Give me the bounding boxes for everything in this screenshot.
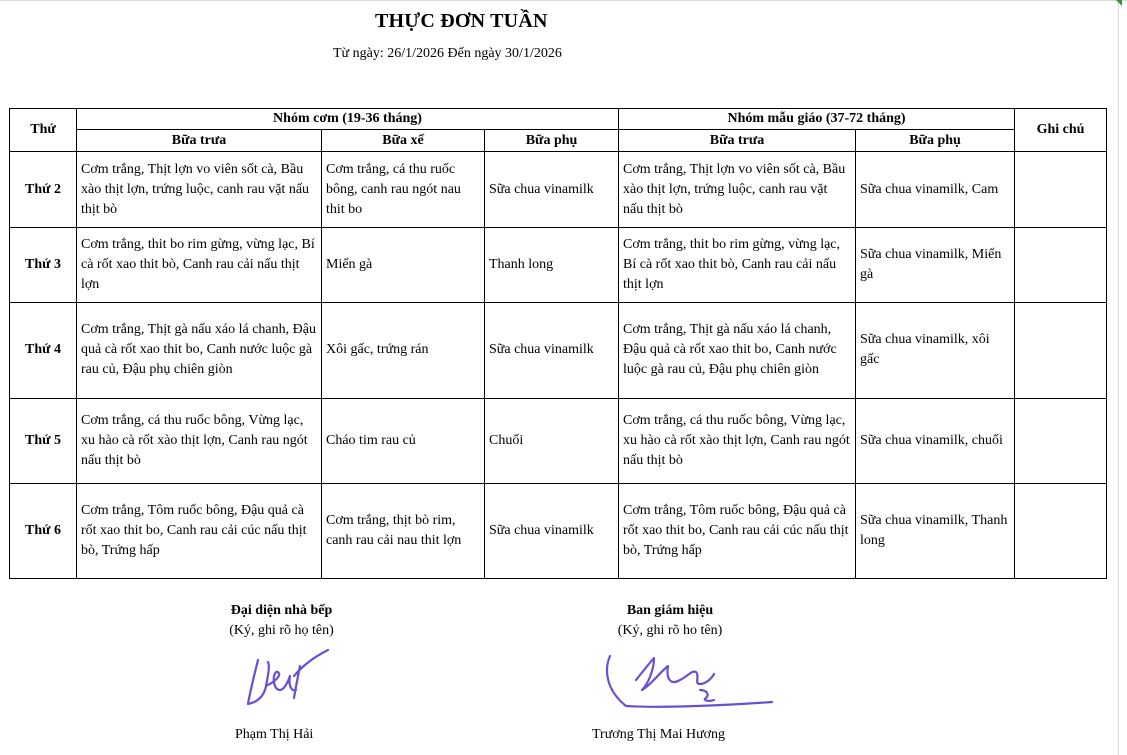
kitchen-signature-block [204, 603, 359, 639]
day-cell: Thứ 2 [10, 152, 77, 228]
table-row [10, 483, 1107, 578]
g1-snack-cell: Sữa chua vinamilk [485, 303, 619, 398]
page-title: THỰC ĐƠN TUẦN [375, 10, 548, 32]
header-group-kindergarten: Nhóm mẫu giáo (37-72 tháng) [619, 109, 1015, 130]
header-g2-lunch: Bữa trưa [619, 130, 856, 152]
note-cell [1015, 483, 1107, 578]
date-range: Từ ngày: 26/1/2026 Đến ngày 30/1/2026 [333, 46, 562, 61]
weekly-menu-table [9, 108, 1107, 579]
g2-snack-cell: Sữa chua vinamilk, chuối [856, 398, 1015, 483]
g2-snack-cell: Sữa chua vinamilk, xôi gấc [856, 303, 1015, 398]
g1-lunch-cell: Cơm trắng, Thịt lợn vo viên sốt cà, Bầu xào thịt lợn, trứng luộc, canh rau vặt nấu thịt bò [77, 152, 322, 228]
board-signature-block [595, 603, 745, 639]
board-handwritten-signature [596, 650, 776, 712]
g1-snack-cell: Thanh long [485, 228, 619, 303]
header-group-rice: Nhóm cơm (19-36 tháng) [77, 109, 619, 130]
g1-afternoon-cell: Cháo tim rau củ [322, 398, 485, 483]
g1-lunch-cell: Cơm trắng, cá thu ruốc bông, Vừng lạc, xu hào cà rốt xào thịt lợn, Canh rau ngót nấu thịt bò [77, 398, 322, 483]
kitchen-handwritten-signature [238, 646, 333, 711]
g2-snack-cell: Sữa chua vinamilk, Thanh long [856, 483, 1015, 578]
note-cell [1015, 228, 1107, 303]
g1-lunch-cell: Cơm trắng, Thịt gà nấu xáo lá chanh, Đậu quả cà rốt xao thit bo, Canh nước luộc gà rau củ, Đậu phụ chiên giòn [77, 303, 322, 398]
table-row [10, 398, 1107, 483]
day-cell: Thứ 5 [10, 398, 77, 483]
g1-afternoon-cell: Cơm trắng, cá thu ruốc bông, canh rau ngót nau thit bo [322, 152, 485, 228]
table-row [10, 152, 1107, 228]
g1-snack-cell: Sữa chua vinamilk [485, 152, 619, 228]
header-g1-lunch: Bữa trưa [77, 130, 322, 152]
g1-afternoon-cell: Xôi gấc, trứng rán [322, 303, 485, 398]
sheet-edge-right [1118, 0, 1119, 755]
kitchen-signer-name: Phạm Thị Hải [235, 727, 314, 742]
g2-lunch-cell: Cơm trắng, Tôm ruốc bông, Đậu quả cà rốt xao thit bo, Canh rau cải cúc nấu thịt bò, Trứng hấp [619, 483, 856, 578]
kitchen-sign-note: (Ký, ghi rõ họ tên) [229, 623, 334, 638]
g1-afternoon-cell: Cơm trắng, thịt bò rim, canh rau cải nau thit lợn [322, 483, 485, 578]
g2-lunch-cell: Cơm trắng, thit bo rim gừng, vừng lạc, Bí cà rốt xao thit bò, Canh rau cải nấu thịt lợn [619, 228, 856, 303]
table-row [10, 228, 1107, 303]
kitchen-role: Đại diện nhà bếp [230, 603, 333, 618]
g1-snack-cell: Chuối [485, 398, 619, 483]
g2-lunch-cell: Cơm trắng, cá thu ruốc bông, Vừng lạc, xu hào cà rốt xào thịt lợn, Canh rau ngót nấu thịt bò [619, 398, 856, 483]
g2-snack-cell: Sữa chua vinamilk, Miến gà [856, 228, 1015, 303]
g2-lunch-cell: Cơm trắng, Thịt lợn vo viên sốt cà, Bầu xào thịt lợn, trứng luộc, canh rau vặt nấu thịt bò [619, 152, 856, 228]
g2-snack-cell: Sữa chua vinamilk, Cam [856, 152, 1015, 228]
sheet-edge-top [0, 0, 1127, 1]
g1-afternoon-cell: Miến gà [322, 228, 485, 303]
note-cell [1015, 152, 1107, 228]
board-signer-name: Trương Thị Mai Hương [592, 727, 726, 742]
note-cell [1015, 398, 1107, 483]
day-cell: Thứ 4 [10, 303, 77, 398]
table-row [10, 303, 1107, 398]
sheet-corner-marker [1116, 0, 1122, 6]
note-cell [1015, 303, 1107, 398]
g1-lunch-cell: Cơm trắng, thit bo rim gừng, vừng lạc, Bí cà rốt xao thit bò, Canh rau cải nấu thịt lợn [77, 228, 322, 303]
board-sign-note: (Ký, ghi rõ ho tên) [617, 623, 723, 638]
board-role: Ban giám hiệu [626, 603, 714, 618]
g1-lunch-cell: Cơm trắng, Tôm ruốc bông, Đậu quả cà rốt xao thit bo, Canh rau cải cúc nấu thịt bò, Trứng hấp [77, 483, 322, 578]
header-g2-snack: Bữa phụ [856, 130, 1015, 152]
header-g1-snack: Bữa phụ [485, 130, 619, 152]
day-cell: Thứ 6 [10, 483, 77, 578]
day-cell: Thứ 3 [10, 228, 77, 303]
g1-snack-cell: Sữa chua vinamilk [485, 483, 619, 578]
g2-lunch-cell: Cơm trắng, Thịt gà nấu xáo lá chanh, Đậu quả cà rốt xao thit bo, Canh nước luộc gà rau củ, Đậu phụ chiên giòn [619, 303, 856, 398]
header-notes: Ghi chú [1015, 109, 1107, 152]
header-day: Thứ [10, 109, 77, 152]
header-g1-afternoon: Bữa xế [322, 130, 485, 152]
